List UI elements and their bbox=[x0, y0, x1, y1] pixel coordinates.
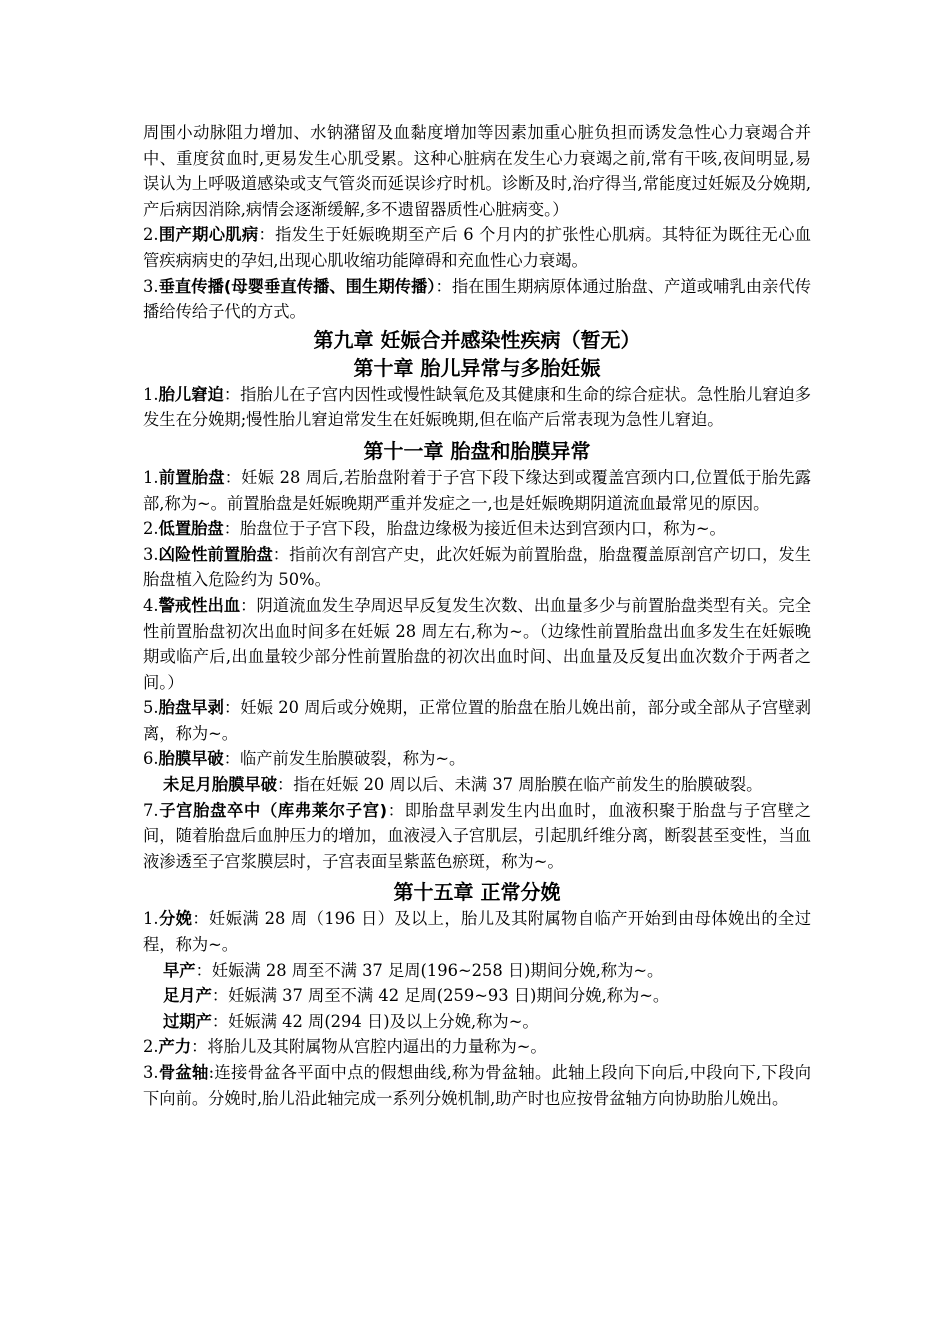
definition-text: ：指在妊娠 20 周以后、未满 37 周胎膜在临产前发生的胎膜破裂。 bbox=[276, 775, 763, 795]
definition-sentinel-bleeding bbox=[143, 593, 811, 695]
definition-text: :连接骨盆各平面中点的假想曲线,称为骨盆轴。此轴上段向下向后,中段向下,下段向下向前。分娩时,胎儿沿此轴完成一系列分娩机制,助产时也应按骨盆轴方向协助胎儿娩出。 bbox=[143, 1063, 811, 1108]
definition-text: ：妊娠满 28 周至不满 37 足周(196~258 日)期间分娩,称为~。 bbox=[195, 960, 664, 980]
term: 早产 bbox=[163, 960, 196, 980]
definition-fetal-distress bbox=[143, 382, 811, 433]
term: 胎盘早剥 bbox=[158, 698, 225, 718]
term: 胎膜早破 bbox=[158, 749, 224, 769]
item-number: 1. bbox=[143, 384, 159, 404]
term: 未足月胎膜早破 bbox=[163, 775, 277, 795]
definition-pprom bbox=[143, 772, 811, 798]
definition-text: ：妊娠满 42 周(294 日)及以上分娩,称为~。 bbox=[211, 1011, 539, 1031]
definition-text: ：指发生于妊娠晚期至产后 6 个月内的扩张性心肌病。其特征为既往无心血管疾病病史的孕妇,出现心肌收缩功能障碍和充血性心力衰竭。 bbox=[143, 225, 811, 270]
definition-vertical-transmission bbox=[143, 274, 811, 325]
chapter-15-heading: 第十五章 正常分娩 bbox=[393, 880, 561, 905]
term: 前置胎盘 bbox=[158, 467, 225, 487]
chapter-11-heading: 第十一章 胎盘和胎膜异常 bbox=[363, 438, 591, 463]
item-number: 6. bbox=[143, 749, 159, 769]
item-number: 3. bbox=[143, 1063, 159, 1082]
definition-text: ：胎盘位于子宫下段，胎盘边缘极为接近但未达到宫颈内口，称为~。 bbox=[223, 519, 726, 539]
definition-text: ：指胎儿在子宫内因性或慢性缺氧危及其健康和生命的综合症状。急性胎儿窘迫多发生在分娩期;慢性胎儿窘迫常发生在妊娠晚期,但在临产后常表现为急性儿窘迫。 bbox=[143, 384, 811, 430]
definition-labor-force bbox=[143, 1034, 811, 1060]
item-number: 5. bbox=[143, 698, 159, 718]
term: 足月产 bbox=[163, 986, 212, 1006]
definition-pernicious-placenta-previa bbox=[143, 542, 811, 593]
term: 凶险性前置胎盘 bbox=[158, 544, 273, 564]
definition-term-birth bbox=[143, 983, 811, 1009]
term: 过期产 bbox=[163, 1011, 212, 1031]
item-number: 1. bbox=[143, 467, 159, 487]
term: 子宫胎盘卒中（库弗莱尔子宫) bbox=[158, 800, 388, 820]
definition-text: ：妊娠满 28 周（196 日）及以上，胎儿及其附属物自临产开始到由母体娩出的全过程，称为~。 bbox=[143, 909, 811, 955]
item-number: 7. bbox=[143, 800, 159, 820]
definition-placental-abruption bbox=[143, 695, 811, 746]
item-number: 4. bbox=[143, 595, 159, 615]
definition-delivery bbox=[143, 906, 811, 957]
definition-text: ：妊娠满 37 周至不满 42 足周(259~93 日)期间分娩,称为~。 bbox=[211, 986, 670, 1006]
term: 骨盆轴 bbox=[158, 1063, 209, 1082]
definition-postterm-birth bbox=[143, 1009, 811, 1035]
definition-text: ：将胎儿及其附属物从宫腔内逼出的力量称为~。 bbox=[191, 1037, 547, 1057]
definition-pelvic-axis bbox=[143, 1060, 811, 1111]
definition-text: ：临产前发生胎膜破裂，称为~。 bbox=[223, 749, 466, 769]
definition-text: ：妊娠 28 周后,若胎盘附着于子宫下段下缘达到或覆盖宫颈内口,位置低于胎先露部,称为~。前置胎盘是妊娠晚期严重并发症之一,也是妊娠晚期阴道流血最常见的原因。 bbox=[143, 467, 811, 513]
term: 产力 bbox=[158, 1037, 192, 1057]
continuation-paragraph: 周围小动脉阻力增加、水钠潴留及血黏度增加等因素加重心脏负担而诱发急性心力衰竭合并中、重度贫血时,更易发生心肌受累。这种心脏病在发生心力衰竭之前,常有干咳,夜间明显,易误认为上呼吸道感染或支气管炎而延误诊疗时机。诊断及时,治疗得当,常能度过妊娠及分娩期,产后病因消除,病情会逐渐缓解,多不遗留器质性心脏病变。） bbox=[143, 123, 811, 219]
item-number: 1. bbox=[143, 909, 159, 929]
item-number: 2. bbox=[143, 225, 159, 245]
definition-text: ：阴道流血发生孕周迟早反复发生次数、出血量多少与前置胎盘类型有关。完全性前置胎盘初次出血时间多在妊娠 28 周左右,称为~。（边缘性前置胎盘出血多发生在妊娠晚期或临产后,出血量较少部分性前置胎盘的初次出血时间、出血量及反复出血次数介于两者之间。） bbox=[143, 595, 811, 692]
item-number: 3. bbox=[143, 544, 159, 564]
chapter-10-heading: 第十章 胎儿异常与多胎妊娠 bbox=[353, 355, 601, 380]
term: 低置胎盘 bbox=[158, 519, 224, 539]
definition-prom bbox=[143, 746, 811, 772]
item-number: 2. bbox=[143, 1037, 159, 1057]
definition-text: ：指前次有剖宫产史，此次妊娠为前置胎盘，胎盘覆盖原剖宫产切口，发生胎盘植入危险约为 50%。 bbox=[143, 544, 811, 590]
definition-text: ：指在围生期病原体通过胎盘、产道或哺乳由亲代传播给传给子代的方式。 bbox=[143, 276, 811, 322]
definition-peripartum-cardiomyopathy bbox=[143, 222, 811, 273]
term: 垂直传播(母婴垂直传播、围生期传播） bbox=[158, 276, 436, 296]
definition-placenta-previa bbox=[143, 465, 811, 516]
definition-text: ：即胎盘早剥发生内出血时，血液积聚于胎盘与子宫壁之间，随着胎盘后血肿压力的增加，血液浸入子宫肌层，引起肌纤维分离，断裂甚至变性，当血液渗透至子宫浆膜层时，子宫表面呈紫蓝色瘀斑，称为~。 bbox=[143, 800, 811, 871]
item-number: 2. bbox=[143, 519, 159, 539]
definition-couvelaire-uterus bbox=[143, 798, 811, 875]
item-number: 3. bbox=[143, 276, 159, 296]
document-page bbox=[143, 120, 811, 1111]
chapter-9-heading: 第九章 妊娠合并感染性疾病（暂无） bbox=[313, 327, 641, 352]
definition-low-lying-placenta bbox=[143, 516, 811, 542]
term: 警戒性出血 bbox=[158, 595, 241, 615]
definition-preterm-birth bbox=[143, 958, 811, 984]
term: 胎儿窘迫 bbox=[158, 384, 224, 404]
term: 围产期心肌病 bbox=[158, 225, 259, 245]
term: 分娩 bbox=[158, 909, 193, 929]
definition-text: ：妊娠 20 周后或分娩期，正常位置的胎盘在胎儿娩出前，部分或全部从子宫壁剥离，称为~。 bbox=[143, 698, 811, 743]
